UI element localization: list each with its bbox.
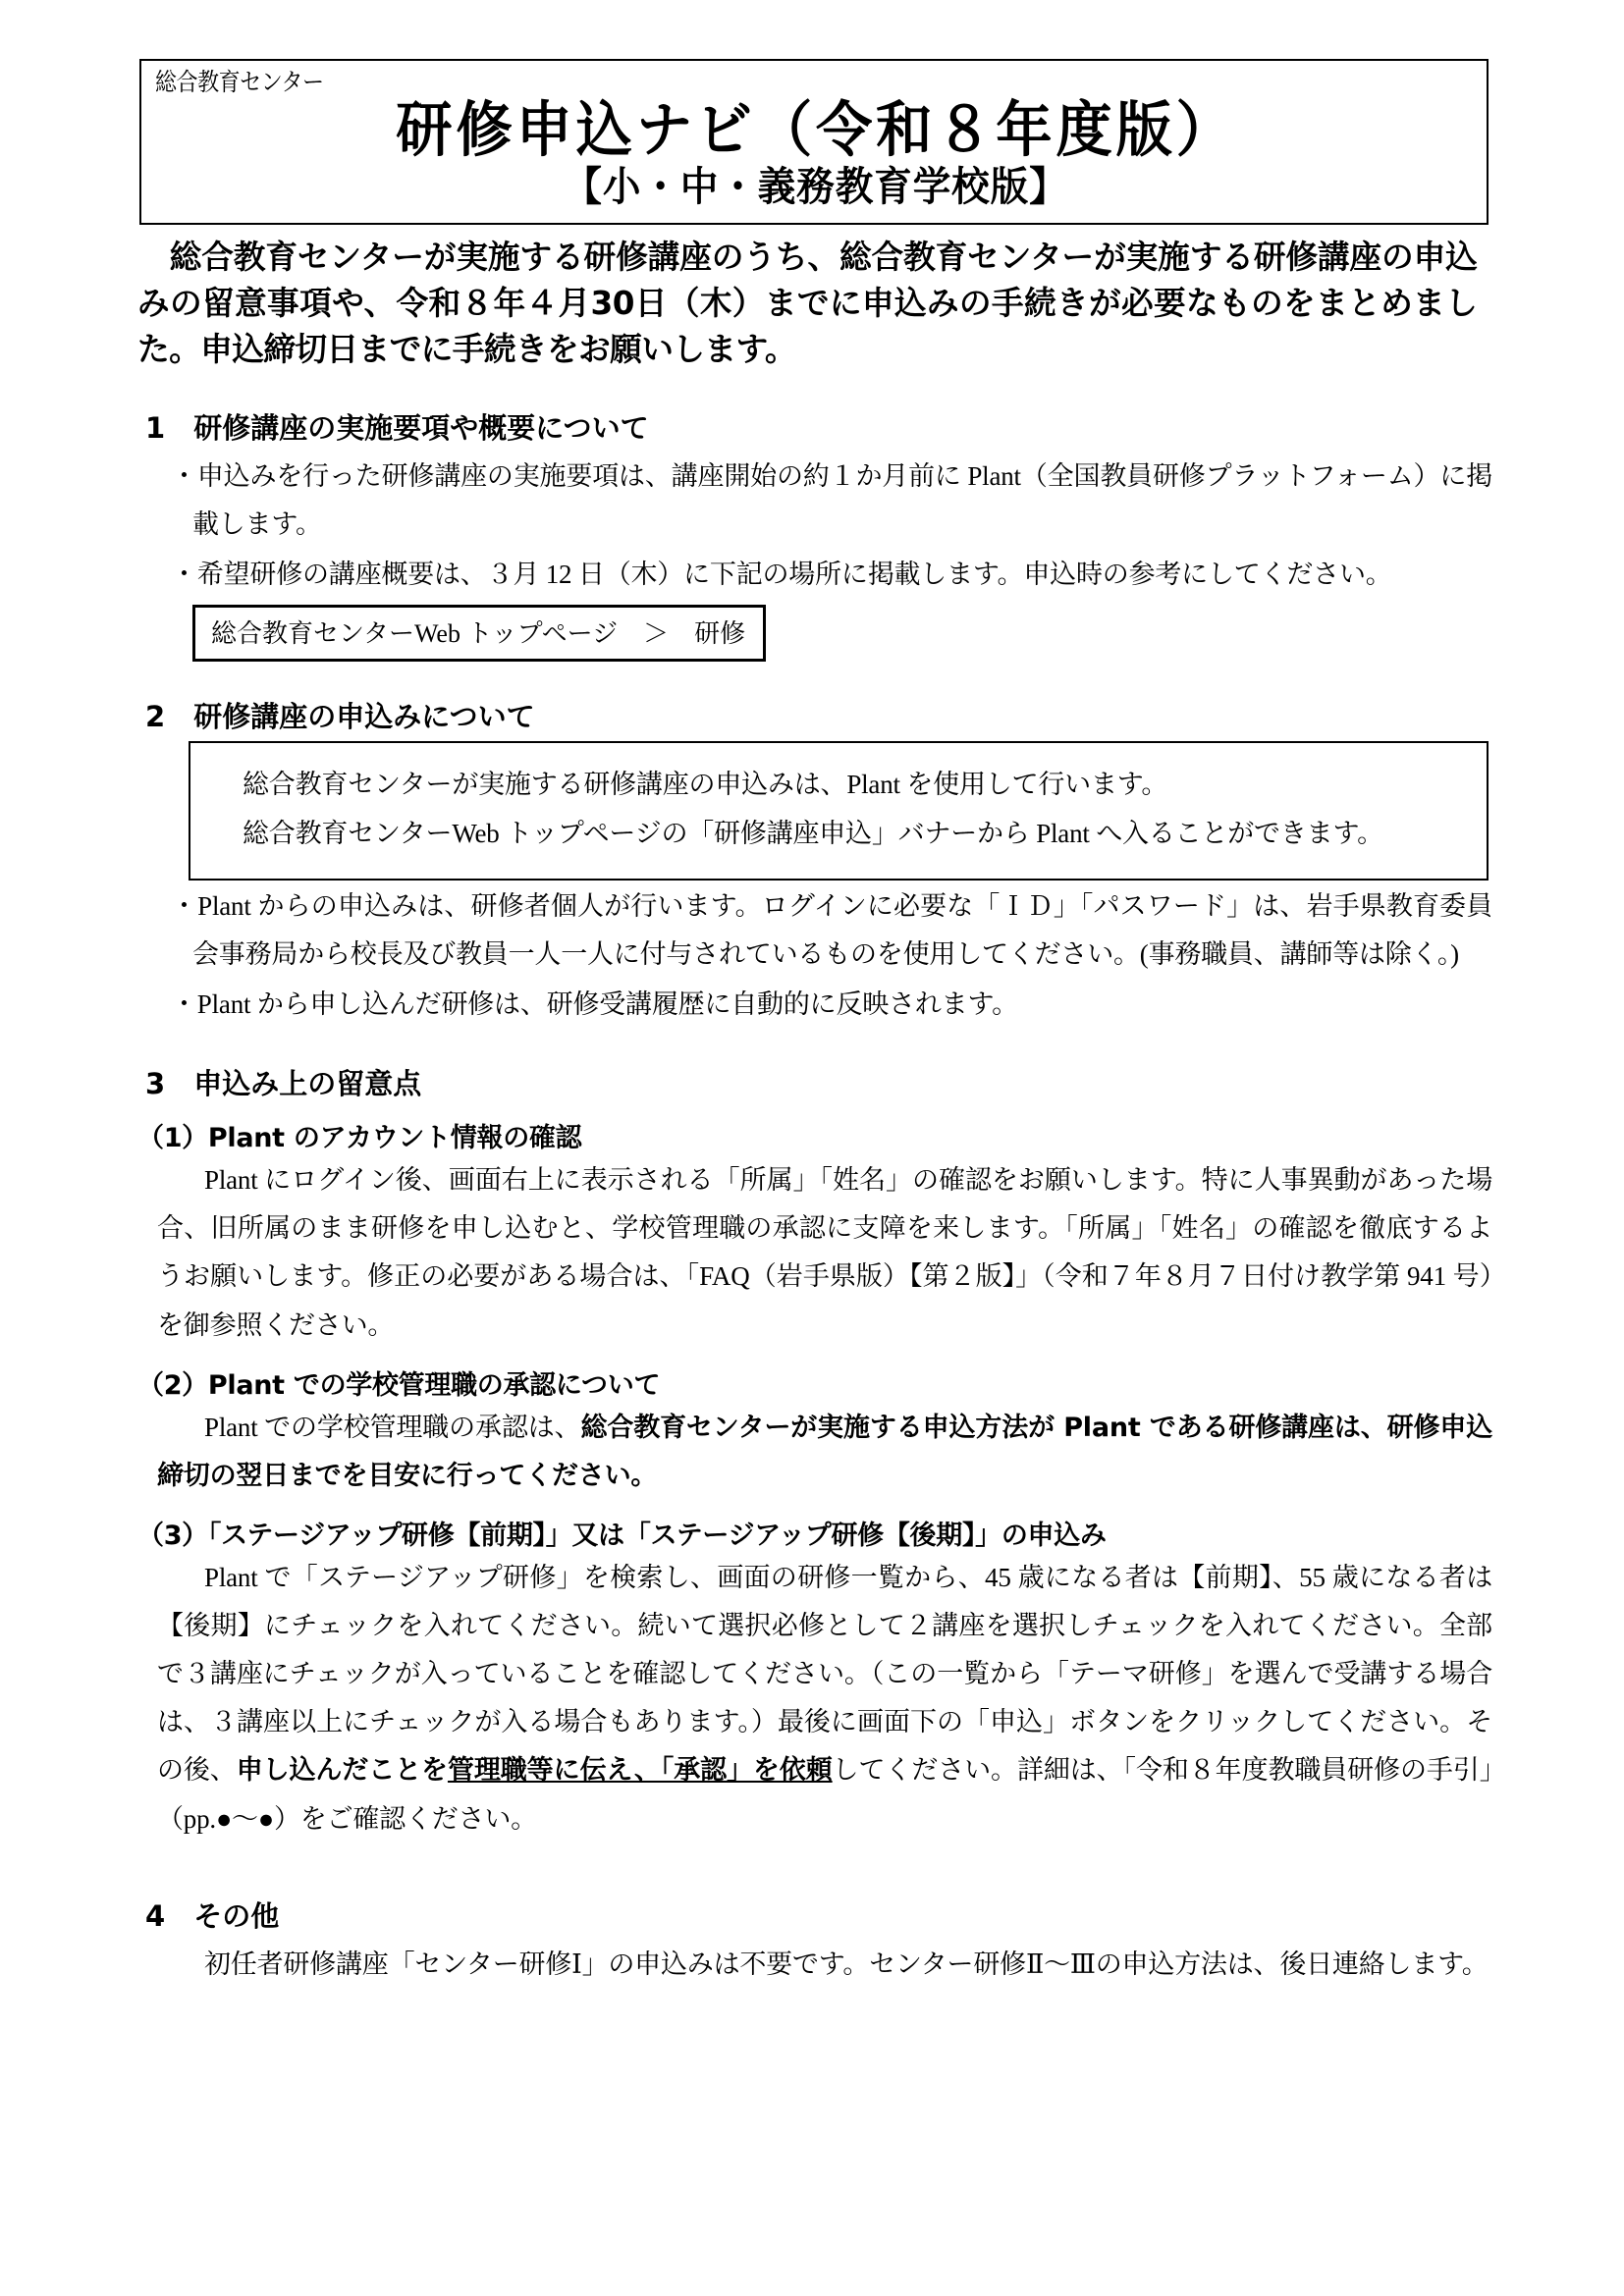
section-3-item-2-heading: （2）Plant での学校管理職の承認について bbox=[137, 1369, 661, 1401]
section-2-heading bbox=[145, 695, 1496, 735]
section-4-title: その他 bbox=[193, 1898, 280, 1933]
section-2-bullet-2: ・Plant から申し込んだ研修は、研修受講履歴に自動的に反映されます。 bbox=[171, 989, 1018, 1020]
section-3-item-1-heading: （1）Plant のアカウント情報の確認 bbox=[137, 1123, 582, 1154]
section-3-item-3-body bbox=[157, 1554, 1492, 1843]
section-3-item-2-body bbox=[157, 1404, 1492, 1500]
section-2-number: 2 bbox=[145, 699, 166, 733]
section-3-heading bbox=[145, 1062, 1496, 1102]
web-path-box: 総合教育センターWeb トップページ ＞ 研修 bbox=[192, 605, 766, 662]
section-4-heading bbox=[145, 1895, 1496, 1935]
item-3-text-normal-2: してください。詳細は、「令和８年度教職員研修の手引」（pp.●～●）をご確認ください。 bbox=[157, 1755, 1492, 1834]
spacer bbox=[128, 1843, 1496, 1861]
section-1-bullet-2: ・希望研修の講座概要は、３月 12 日（木）に下記の場所に掲載します。申込時の参考にしてください。 bbox=[171, 559, 1392, 589]
page-subtitle: 【小・中・義務教育学校版】 bbox=[564, 162, 1068, 210]
section-1-bullet-1: ・申込みを行った研修講座の実施要項は、講座開始の約１か月前に Plant（全国教員研修プラットフォーム）に掲載します。 bbox=[171, 460, 1492, 539]
section-2-note-box bbox=[189, 741, 1489, 881]
item-3-text-normal-1: Plant で「ステージアップ研修」を検索し、画面の研修一覧から、45 歳になる者は【前期】、55 歳になる者は【後期】にチェックを入れてください。続いて選択必修として２講座を選択しチェックを入れてください。全部で３講座にチェックが入っていることを確認してください。（この一覧から「テーマ研修」を選んで受講する場合は、３講座以上にチェックが入る場合もあります。）最後に画面下の「申込」ボタンをクリックしてください。その後、 bbox=[157, 1562, 1492, 1786]
section-3-number: 3 bbox=[145, 1067, 166, 1101]
section-3-title: 申込み上の留意点 bbox=[193, 1067, 422, 1101]
section-4-body: 初任者研修講座「センター研修Ⅰ」の申込みは不要です。センター研修Ⅱ～Ⅲの申込方法は、後日連絡します。 bbox=[204, 1949, 1489, 1979]
section-1-title: 研修講座の実施要項や概要について bbox=[193, 410, 649, 445]
item-2-text-bold: 総合教育センターが実施する申込方法が Plant である研修講座は、研修申込締切の翌日までを目安に行ってください。 bbox=[157, 1412, 1493, 1491]
section-1-heading bbox=[145, 406, 1496, 447]
title-box bbox=[139, 59, 1489, 225]
section-2-note-line-2: 総合教育センターWeb トップページの「研修講座申込」バナーから Plant へ入ることができます。 bbox=[243, 818, 1383, 848]
section-1-number: 1 bbox=[145, 410, 166, 445]
organization-name: 総合教育センター bbox=[155, 68, 324, 96]
item-2-text-normal: Plant での学校管理職の承認は、 bbox=[204, 1412, 581, 1442]
intro-paragraph: 総合教育センターが実施する研修講座のうち、総合教育センターが実施する研修講座の申込みの留意事項や、令和８年４月30日（木）までに申込みの手続きが必要なものをまとめました。申込締切日までに手続きをお願いします。 bbox=[137, 237, 1478, 368]
item-3-text-bold: 申し込んだことを bbox=[236, 1755, 448, 1787]
section-2-note-line-1: 総合教育センターが実施する研修講座の申込みは、Plant を使用して行います。 bbox=[243, 769, 1168, 799]
page-title: 研修申込ナビ（令和８年度版） bbox=[396, 95, 1236, 165]
section-4-number: 4 bbox=[145, 1898, 166, 1933]
section-2-bullet-1: ・Plant からの申込みは、研修者個人が行います。ログインに必要な「ＩＤ」「パスワード」は、岩手県教育委員会事務局から校長及び教員一人一人に付与されているものを使用してください。(事務職員、講師等は除く。) bbox=[171, 890, 1492, 969]
item-3-text-bold-underline: 管理職等に伝え、「承認」を依頼 bbox=[447, 1755, 833, 1787]
section-3-item-3-heading: （3）「ステージアップ研修【前期】」又は「ステージアップ研修【後期】」の申込み bbox=[137, 1520, 1107, 1551]
section-3-item-1-body: Plant にログイン後、画面右上に表示される「所属」「姓名」の確認をお願いします。特に人事異動があった場合、旧所属のまま研修を申し込むと、学校管理職の承認に支障を来します。「所属」「姓名」の確認を徹底するようお願いします。修正の必要がある場合は、「FAQ（岩手県版）【第２版】」（令和７年８月７日付け教学第 941 号）を御参照ください。 bbox=[157, 1165, 1492, 1340]
section-2-title: 研修講座の申込みについて bbox=[193, 699, 535, 733]
